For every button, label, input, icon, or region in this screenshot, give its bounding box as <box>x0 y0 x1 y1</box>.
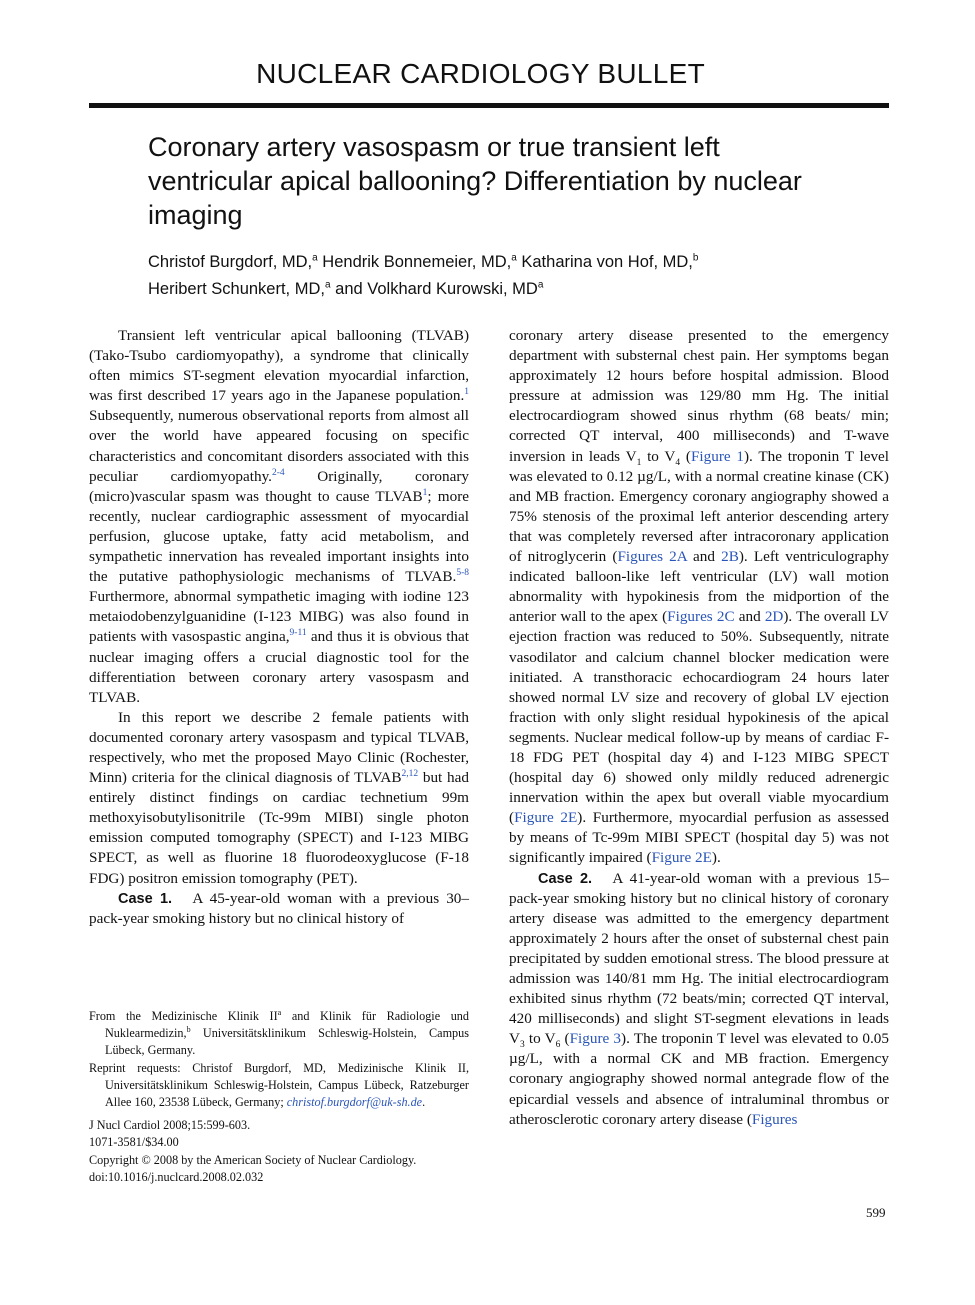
author-affiliation-mark: a <box>324 279 331 291</box>
reference-link[interactable]: 2-4 <box>271 467 285 478</box>
doi: doi:10.1016/j.nuclcard.2008.02.032 <box>89 1169 264 1184</box>
email-link[interactable]: christof.burgdorf@uk-sh.de <box>286 1095 423 1110</box>
figure-link[interactable]: Figure 2E <box>651 849 712 867</box>
figure-link[interactable]: Figures <box>751 1110 798 1128</box>
paragraph-intro: Transient left ventricular apical ballooning (TLVAB) (Tako-Tsubo cardiomyopathy), a syndrome that clinically often mimics ST-segment elevation myocardial infarction, was first described 17 years ago in the Japanese population.$^1$ Subsequently, numerous observational reports from almost all over the world have appeared focusing on specific characteristics and concomitant disorders associated with this peculiar cardiomyopathy.$^{2-4}$ Originally, coronary (micro)vascular spasm was thought to cause TLVAB$^1$; more recently, nuclear cardiographic assessment of myocardial perfusion, glucose uptake, fatty acid metabolism, and sympathetic innervation has revealed important insights into the putative pathophysiologic mechanisms of TLVAB.$^{5-8}$ Furthermore, abnormal sympathetic imaging with iodine 123 metaiodobenzylguanidine (I-123 MIBG) was also found in patients with vasospastic angina,$^{9-11}$ and thus it is obvious that nuclear imaging offers a crucial diagnostic tool for the differentiation between coronary artery vasospasm and TLVAB. <box>89 327 469 706</box>
footnotes <box>89 1008 469 1186</box>
author-affiliation-mark: a <box>537 279 544 291</box>
body-column-left <box>89 326 469 929</box>
reference-link[interactable]: 5-8 <box>456 568 469 579</box>
article-title: Coronary artery vasospasm or true transient left ventricular apical ballooning? Differentiation by nuclear imaging <box>148 132 802 230</box>
author-name: and Volkhard Kurowski, MD <box>335 280 538 298</box>
case-1-label: Case 1. <box>118 890 173 907</box>
author-affiliation-mark: b <box>692 252 699 264</box>
reference-link[interactable]: 1 <box>422 487 428 498</box>
page-number: 599 <box>866 1205 886 1220</box>
case-1-text-part-1: A 45-year-old woman with a previous 30–pack-year smoking history but no clinical history of <box>89 889 469 927</box>
paragraph-report: In this report we describe 2 female patients with documented coronary artery vasospasm and typical TLVAB, respectively, who met the proposed Mayo Clinic (Rochester, Minn) criteria for the clinical diagnosis of TLVAB$^{2,12}$ but had entirely distinct findings on cardiac technetium 99m methoxyisobutylisonitrile (Tc-99m MIBI) single photon emission computed tomography (SPECT) and I-123 MIBG SPECT, as well as fluorine 18 fluorodeoxyglucose (F-18 FDG) positron emission tomography (PET). <box>89 708 469 887</box>
figure-link[interactable]: 2D <box>764 608 784 626</box>
figure-link[interactable]: Figures 2C <box>667 608 735 626</box>
figure-link[interactable]: 2B <box>721 548 739 566</box>
journal-citation: J Nucl Cardiol 2008;15:599-603. <box>89 1118 251 1133</box>
body-column-right <box>509 326 889 1130</box>
copyright: Copyright © 2008 by the American Society of Nuclear Cardiology. <box>89 1152 417 1167</box>
reference-link[interactable]: 9-11 <box>289 628 307 639</box>
affiliation-note: From the Medizinische Klinik $II^a$ and Klinik für Radiologie und Nuklearmedizin,$^b$ Universitätsklinikum Schleswig-Holstein, Campus Lübeck, Germany. <box>89 1007 469 1058</box>
figure-link[interactable]: Figure 2E <box>514 809 578 827</box>
author-name: Hendrik Bonnemeier, MD, <box>322 253 512 271</box>
paragraph-case-2: Case 2. A 41-year-old woman with a previous 15–pack-year smoking history but no clinical history of coronary artery disease was admitted to the emergency department approximately 2 hours after the onset of substernal chest pain precipitated by sudden emotional stress. The blood pressure at admission was 140/81 mm Hg. The initial electrocardiogram exhibited sinus rhythm (72 beats/min; corrected QT interval, 420 milliseconds) and slight ST-segment elevations in leads $V_3$ to $V_6$ (Figure 3). The troponin T level was elevated to 0.05 µg/L, with a normal CK and MB fraction. Emergency coronary angiography showed normal antegrade flow of the epicardial vessels and absence of intraluminal thrombus or atherosclerotic coronary artery disease (Figures <box>509 869 889 1128</box>
reference-link[interactable]: 2,12 <box>401 769 419 779</box>
case-2-label: Case 2. <box>538 870 593 887</box>
figure-link[interactable]: Figures 2A <box>617 548 687 566</box>
journal-header <box>89 58 889 108</box>
case-1-text-part-2: coronary artery disease presented to the emergency department with substernal chest pain. Her symptoms began approximately 12 hours before hospital admission. Blood pressure at admission was 129/80 mm Hg. The initial electrocardiogram showed sinus rhythm (68 beats/ min; corrected QT interval, 400 milliseconds) and T-wave inversion in leads V <box>509 327 889 465</box>
figure-link[interactable]: Figure 1 <box>690 447 744 465</box>
author-affiliation-mark: a <box>511 252 517 264</box>
author-affiliation-mark: a <box>312 252 318 264</box>
paragraph-case-1-start <box>89 889 469 929</box>
figure-link[interactable]: Figure 3 <box>569 1030 622 1048</box>
author-list <box>148 249 848 303</box>
paragraph-case-1-cont: coronary artery disease presented to the emergency department with substernal chest pain. Her symptoms began approximately 12 hours before hospital admission. Blood pressure at admission was 129/80 mm Hg. The initial electrocardiogram showed sinus rhythm (68 beats/ min; corrected QT interval, 400 milliseconds) and T-wave inversion in leads $V_1$ to $V_4$ (Figure 1). The troponin T level was elevated to 0.12 µg/L, with a normal creatine kinase (CK) and MB fraction. Emergency coronary angiography showed a 75% stenosis of the proximal left anterior descending artery that was completely reversed after intracoronary application of nitroglycerin (Figures 2A and 2B). Left ventriculography indicated balloon-like left ventricular (LV) wall motion abnormality with hypokinesis from the midportion of the anterior wall to the apex (Figures 2C and 2D). The overall LV ejection fraction was reduced to 50%. Subsequently, nitrate vasodilator and calcium channel blocker medication were initiated. A transthoracic echocardiogram 24 hours later showed normal LV size and recovery of global LV ejection fraction with only slight residual hypokinesis of the apical segments. Nuclear medical follow-up by means of cardiac F-18 FDG PET (hospital day 4) and I-123 MIBG SPECT (hospital day 6) showed only mildly reduced adrenergic innervation within the apex but overall viable myocardium (Figure 2E). Furthermore, myocardial perfusion as assessed by means of Tc-99m MIBI SPECT (hospital day 5) was not significantly impaired (Figure 2E). <box>509 327 890 867</box>
issn: 1071-3581/$34.00 <box>89 1135 179 1150</box>
author-name: Heribert Schunkert, MD, <box>148 280 325 298</box>
author-name: Christof Burgdorf, MD, <box>148 253 313 271</box>
reprint-note: Reprint requests: Christof Burgdorf, MD, Medizinische Klinik II, Universitätsklinikum Schleswig-Holstein, Campus Lübeck, Ratzeburger Allee 160, 23538 Lübeck, Germany; christof.burgdorf@uk-sh.de. <box>89 1060 469 1110</box>
author-name: Katharina von Hof, MD, <box>521 253 693 271</box>
reference-link[interactable]: 1 <box>464 387 469 398</box>
journal-section-title: NUCLEAR CARDIOLOGY BULLET <box>256 58 705 89</box>
